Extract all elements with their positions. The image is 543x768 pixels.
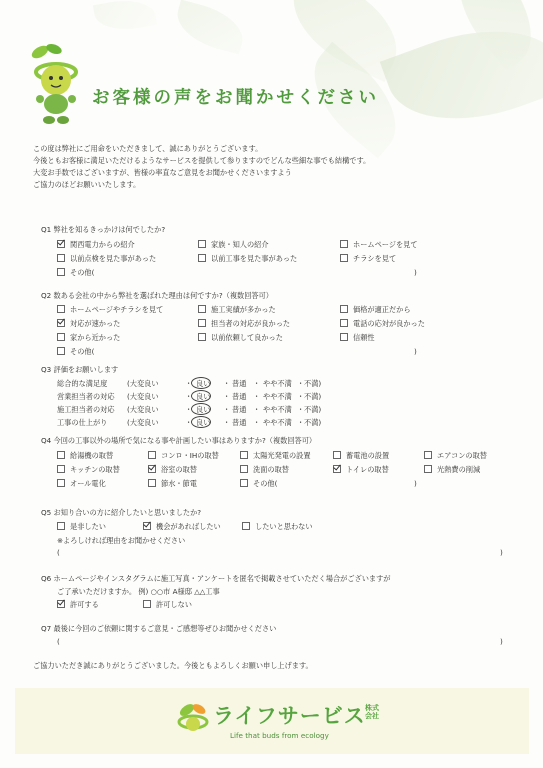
q1-option[interactable]: 以前工事を見た事があった [198, 254, 297, 264]
q5-open-paren[interactable]: ( [57, 548, 60, 557]
checkbox[interactable] [198, 305, 206, 313]
separator-dot: ・ [223, 392, 231, 401]
q5-note: ※よろしければ理由をお聞かせください [57, 536, 186, 545]
checkbox[interactable] [143, 600, 151, 608]
rating-item-label: 営業担当者の対応 [57, 392, 115, 401]
checkbox[interactable] [198, 254, 206, 262]
checkbox[interactable] [57, 451, 65, 459]
q1-option[interactable]: その他( [57, 268, 94, 278]
rating-item-label: 工事の仕上がり [57, 418, 108, 427]
page-title: お客様の声をお聞かせください [92, 88, 379, 108]
checkbox[interactable] [340, 319, 348, 327]
intro-text [33, 143, 370, 191]
rating-option[interactable]: やや不満 [263, 405, 292, 414]
q2-option[interactable]: 対応が速かった [57, 319, 120, 329]
q6-option[interactable]: 許可する [57, 600, 99, 610]
separator-dot: ・ [253, 405, 261, 414]
checkbox[interactable] [424, 451, 432, 459]
q2-option[interactable]: 家から近かった [57, 333, 120, 343]
q4-option[interactable]: コンロ・IHの取替 [148, 451, 219, 461]
separator-dot: ・ [297, 379, 305, 388]
leaf-logo-icon [175, 700, 211, 736]
checkbox[interactable] [424, 465, 432, 473]
rating-option[interactable]: 不満) [304, 392, 322, 401]
separator-dot: ・ [185, 392, 193, 401]
rating-option[interactable]: 普通 [232, 418, 247, 427]
leaf-decoration [171, 0, 248, 54]
checkbox[interactable] [148, 465, 156, 473]
q4-option[interactable]: トイレの取替 [333, 465, 389, 475]
separator-dot: ・ [223, 418, 231, 427]
rating-item-label: 総合的な満足度 [57, 379, 108, 388]
checkbox[interactable] [57, 305, 65, 313]
q1-option[interactable]: 関西電力からの紹介 [57, 240, 135, 250]
checkbox[interactable] [198, 319, 206, 327]
q2-option[interactable]: 担当者の対応が良かった [198, 319, 290, 329]
rating-option[interactable]: やや不満 [263, 379, 292, 388]
checkbox[interactable] [57, 522, 65, 530]
q2-option[interactable]: ホームページやチラシを見て [57, 305, 163, 315]
q4-option[interactable]: キッチンの取替 [57, 465, 120, 475]
checkbox[interactable] [148, 479, 156, 487]
rating-option[interactable]: 不満) [304, 379, 322, 388]
q6-example: ご了承いただけますか。 例) ○○市 A様邸 △△工事 [57, 587, 220, 596]
checkbox[interactable] [57, 254, 65, 262]
intro-line: 今後ともお客様に満足いただけるようなサービスを提供して参りますのでどんな些細な事でも結構です。 [33, 156, 371, 165]
rating-option[interactable]: (大変良い [127, 379, 159, 388]
selected-rating-circle [191, 390, 211, 402]
checkbox[interactable] [333, 451, 341, 459]
intro-line: ご協力のほどお願いいたします。 [33, 180, 141, 189]
q1-option[interactable]: ホームページを見て [340, 240, 418, 250]
checkbox[interactable] [198, 240, 206, 248]
q7-open-paren[interactable]: ( [57, 637, 60, 646]
rating-option[interactable]: (大変良い [127, 392, 159, 401]
q1-option[interactable]: 以前点検を見た事があった [57, 254, 156, 264]
rating-option[interactable]: (大変良い [127, 418, 159, 427]
separator-dot: ・ [185, 379, 193, 388]
separator-dot: ・ [223, 379, 231, 388]
rating-option[interactable]: 普通 [232, 405, 247, 414]
footer-banner [15, 688, 529, 754]
separator-dot: ・ [253, 392, 261, 401]
rating-option[interactable]: 良い [196, 392, 211, 401]
checkbox[interactable] [240, 479, 248, 487]
q2-option[interactable]: 価格が適正だから [340, 305, 411, 315]
rating-option[interactable]: (大変良い [127, 405, 159, 414]
q7-label: Q7 最後に今回のご依頼に関するご意見・ご感想等ぜひお聞かせください [41, 624, 277, 633]
q4-option[interactable]: 洗面の取替 [240, 465, 289, 475]
rating-option[interactable]: 良い [196, 379, 211, 388]
q5-label: Q5 お知り合いの方に紹介したいと思いましたか? [41, 508, 202, 517]
separator-dot: ・ [297, 392, 305, 401]
company-suffix: 株式会社 [365, 704, 379, 720]
separator-dot: ・ [297, 405, 305, 414]
separator-dot: ・ [185, 405, 193, 414]
closing-message: ご協力いただき誠にありがとうございました。今後ともよろしくお願い申し上げます。 [33, 661, 313, 670]
separator-dot: ・ [185, 418, 193, 427]
q4-option[interactable]: オール電化 [57, 479, 106, 489]
checkbox[interactable] [57, 600, 65, 608]
q2-option[interactable]: 電話の応対が良かった [340, 319, 425, 329]
q5-option[interactable]: したいと思わない [242, 522, 313, 532]
q4-close-paren: ) [414, 479, 417, 488]
q7-close-paren: ) [500, 637, 503, 646]
q3-label: Q3 評価をお願いします [41, 365, 119, 374]
q5-option[interactable]: 機会があればしたい [143, 522, 221, 532]
q4-option[interactable]: 給湯機の取替 [57, 451, 113, 461]
q4-option[interactable]: エアコンの取替 [424, 451, 487, 461]
leaf-decoration [93, 0, 157, 35]
rating-option[interactable]: 普通 [232, 379, 247, 388]
q2-option[interactable]: 信頼性 [340, 333, 375, 343]
q6-option[interactable]: 許可しない [143, 600, 192, 610]
checkbox[interactable] [57, 319, 65, 327]
checkbox[interactable] [240, 465, 248, 473]
checkbox[interactable] [57, 240, 65, 248]
selected-rating-circle [191, 377, 211, 389]
checkbox[interactable] [340, 305, 348, 313]
checkbox[interactable] [148, 451, 156, 459]
separator-dot: ・ [223, 405, 231, 414]
checkbox[interactable] [240, 451, 248, 459]
rating-option[interactable]: 普通 [232, 392, 247, 401]
checkbox[interactable] [57, 465, 65, 473]
checkbox[interactable] [57, 479, 65, 487]
q4-option[interactable]: 光熱費の削減 [424, 465, 480, 475]
checkbox[interactable] [333, 465, 341, 473]
checkbox[interactable] [198, 333, 206, 341]
checkbox[interactable] [340, 333, 348, 341]
company-logo-text: ライフサービス [213, 704, 366, 728]
selected-rating-circle [191, 416, 211, 428]
q5-close-paren: ) [500, 548, 503, 557]
q4-label: Q4 今回の工事以外の場所で気になる事や計画したい事はありますか?（複数回答可） [41, 436, 317, 445]
q1-option[interactable]: 家族・知人の紹介 [198, 240, 269, 250]
q1-label: Q1 弊社を知るきっかけは何でしたか? [41, 225, 166, 234]
q4-option[interactable]: その他( [240, 479, 277, 489]
q4-option[interactable]: 太陽光発電の設置 [240, 451, 311, 461]
q4-option[interactable]: 節水・節電 [148, 479, 197, 489]
checkbox[interactable] [57, 268, 65, 276]
company-tagline: Life that buds from ecology [230, 731, 329, 740]
intro-line: この度は弊社にご用命をいただきまして、誠にありがとうございます。 [33, 144, 263, 153]
q2-label: Q2 数ある会社の中から弊社を選ばれた理由は何ですか?（複数回答可） [41, 291, 273, 300]
checkbox[interactable] [242, 522, 250, 530]
checkbox[interactable] [143, 522, 151, 530]
checkbox[interactable] [340, 254, 348, 262]
checkbox[interactable] [340, 240, 348, 248]
checkbox[interactable] [57, 347, 65, 355]
mascot-icon [28, 42, 90, 132]
q2-option[interactable]: 施工実績が多かった [198, 305, 276, 315]
q4-option[interactable]: 蓄電池の設置 [333, 451, 389, 461]
q2-option[interactable]: その他( [57, 347, 94, 357]
q6-label: Q6 ホームページやインスタグラムに施工写真・アンケートを匿名で掲載させていただく場合がございますが [41, 574, 391, 583]
rating-option[interactable]: 良い [196, 405, 211, 414]
checkbox[interactable] [57, 333, 65, 341]
separator-dot: ・ [297, 418, 305, 427]
separator-dot: ・ [253, 379, 261, 388]
rating-item-label: 施工担当者の対応 [57, 405, 115, 414]
q2-option[interactable]: 以前依頼して良かった [198, 333, 283, 343]
q1-option[interactable]: チラシを見て [340, 254, 396, 264]
rating-option[interactable]: 良い [196, 418, 211, 427]
q2-close-paren: ) [414, 347, 417, 356]
q4-option[interactable]: 浴室の取替 [148, 465, 197, 475]
q1-close-paren: ) [414, 268, 417, 277]
rating-option[interactable]: 不満) [304, 418, 322, 427]
rating-option[interactable]: やや不満 [263, 418, 292, 427]
selected-rating-circle [191, 403, 211, 415]
intro-line: 大変お手数ではございますが、皆様の率直なご意見をお聞かせくださいますよう [33, 168, 292, 177]
q5-option[interactable]: 是非したい [57, 522, 106, 532]
rating-option[interactable]: 不満) [304, 405, 322, 414]
separator-dot: ・ [253, 418, 261, 427]
rating-option[interactable]: やや不満 [263, 392, 292, 401]
